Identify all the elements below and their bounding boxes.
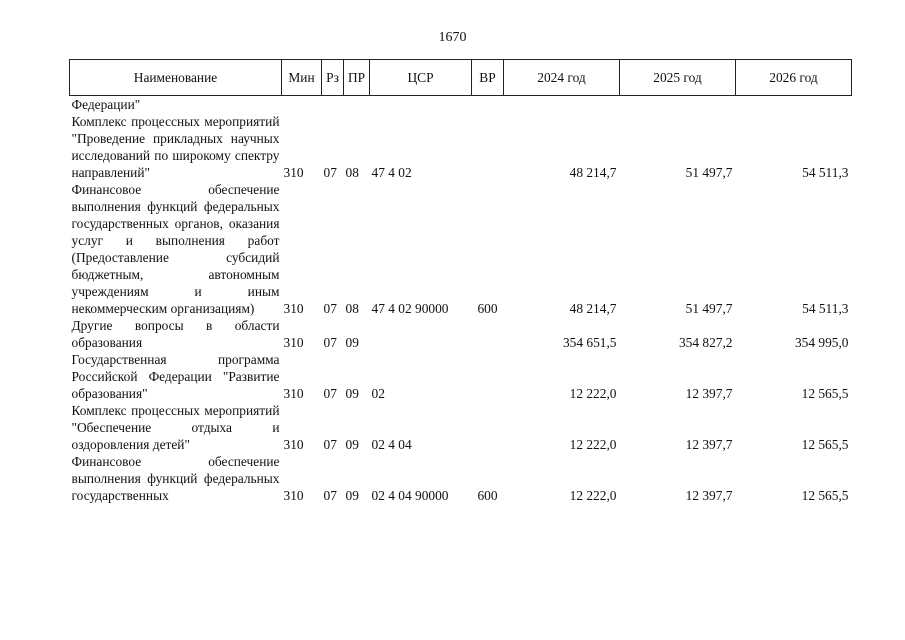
row-rz: 07 [323, 488, 337, 503]
row-vr: 600 [477, 488, 498, 503]
row-2026: 12 565,5 [801, 488, 849, 503]
row-pr: 08 [345, 301, 359, 316]
row-2026: 12 565,5 [801, 437, 849, 452]
row-rz: 07 [323, 437, 337, 452]
row-csr: 02 4 04 [371, 437, 412, 452]
header-name: Наименование [70, 60, 282, 96]
header-2024: 2024 год [504, 60, 620, 96]
row-vr [472, 402, 504, 453]
row-pr [344, 96, 370, 114]
row-2024: 12 222,0 [569, 386, 617, 401]
header-min: Мин [282, 60, 322, 96]
row-2025: 12 397,7 [685, 488, 733, 503]
row-rz: 07 [323, 386, 337, 401]
row-min: 310 [283, 488, 304, 503]
budget-table [69, 59, 852, 504]
page-number: 1670 [438, 30, 467, 45]
row-vr: 600 [477, 301, 498, 316]
row-rz: 07 [323, 335, 337, 350]
row-csr [370, 317, 472, 351]
row-2024: 12 222,0 [569, 488, 617, 503]
header-csr: ЦСР [370, 60, 472, 96]
row-pr: 09 [345, 488, 359, 503]
row-2025 [620, 96, 736, 114]
row-name: Государственная программа Российской Федерации "Развитие образования" [71, 352, 280, 401]
row-name: Комплекс процессных мероприятий "Обеспечение отдыха и оздоровления детей" [71, 403, 280, 452]
row-min: 310 [283, 301, 304, 316]
table-row [70, 317, 852, 351]
row-rz: 07 [323, 301, 337, 316]
row-2024: 48 214,7 [569, 165, 617, 180]
row-min: 310 [283, 437, 304, 452]
row-name: Комплекс процессных мероприятий "Проведение прикладных научных исследований по широкому спектру направлений" [71, 114, 280, 180]
row-pr: 09 [345, 335, 359, 350]
row-2024: 12 222,0 [569, 437, 617, 452]
row-2026 [736, 96, 852, 114]
row-name: Другие вопросы в области образования [71, 318, 280, 350]
row-2026: 54 511,3 [802, 301, 849, 316]
row-rz: 07 [323, 165, 337, 180]
row-name: Финансовое обеспечение выполнения функций федеральных государственных органов, оказания услуг и выполнения работ (Предоставление субсидий бюджетным, автономным учреждениям и иным некоммерческим организациям) [71, 182, 280, 316]
row-2024: 354 651,5 [562, 335, 617, 350]
row-name: Финансовое обеспечение выполнения функций федеральных государственных [71, 454, 280, 503]
header-pr: ПР [344, 60, 370, 96]
header-rz: Рз [322, 60, 344, 96]
row-csr: 02 4 04 90000 [371, 488, 449, 503]
header-2025: 2025 год [620, 60, 736, 96]
row-2024 [504, 96, 620, 114]
row-csr [370, 96, 472, 114]
row-csr: 47 4 02 [371, 165, 412, 180]
table-header-row [70, 60, 852, 96]
header-vr: ВР [472, 60, 504, 96]
table-row [70, 351, 852, 402]
row-pr: 09 [345, 437, 359, 452]
row-rz [322, 96, 344, 114]
row-vr [472, 317, 504, 351]
row-vr [472, 351, 504, 402]
row-2025: 354 827,2 [678, 335, 733, 350]
row-name: Федерации" [71, 97, 141, 112]
row-2026: 54 511,3 [802, 165, 849, 180]
table-row [70, 453, 852, 504]
row-min: 310 [283, 386, 304, 401]
row-vr [472, 96, 504, 114]
table-row [70, 113, 852, 181]
row-csr: 47 4 02 90000 [371, 301, 449, 316]
table-row [70, 96, 852, 114]
header-2026: 2026 год [736, 60, 852, 96]
row-min: 310 [283, 165, 304, 180]
row-min: 310 [283, 335, 304, 350]
row-vr [472, 113, 504, 181]
table-row [70, 402, 852, 453]
row-2025: 12 397,7 [685, 437, 733, 452]
row-2025: 12 397,7 [685, 386, 733, 401]
row-min [282, 96, 322, 114]
row-2025: 51 497,7 [685, 165, 733, 180]
table-row [70, 181, 852, 317]
row-pr: 09 [345, 386, 359, 401]
row-pr: 08 [345, 165, 359, 180]
row-2024: 48 214,7 [569, 301, 617, 316]
row-2026: 354 995,0 [794, 335, 849, 350]
row-csr: 02 [371, 386, 385, 401]
row-2025: 51 497,7 [685, 301, 733, 316]
row-2026: 12 565,5 [801, 386, 849, 401]
